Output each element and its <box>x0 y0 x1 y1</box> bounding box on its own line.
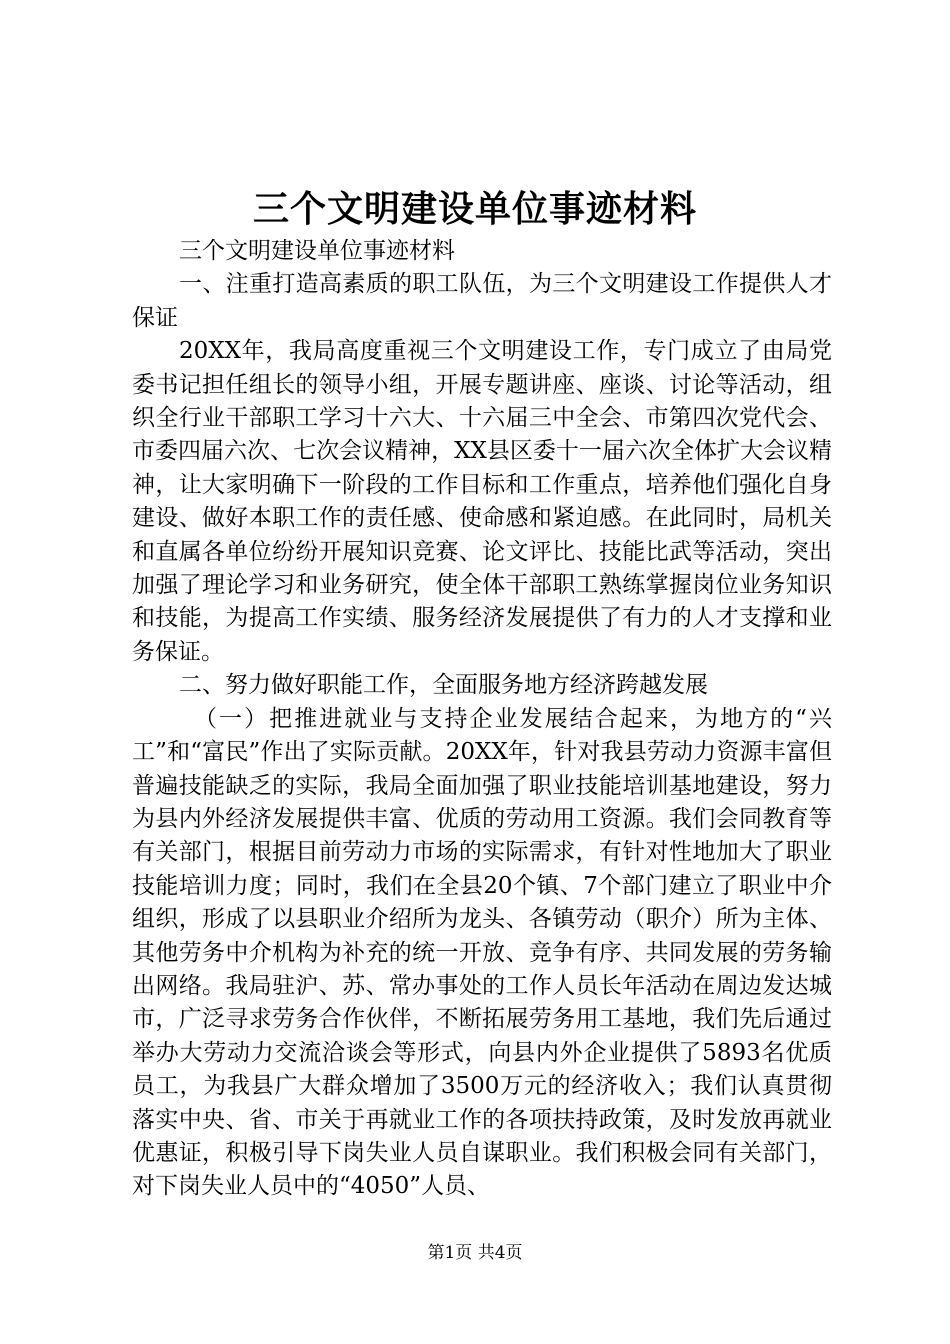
section-heading-1: 一、注重打造高素质的职工队伍，为三个文明建设工作提供人才保证 <box>132 271 832 331</box>
document-body <box>132 235 832 1204</box>
document-title: 三个文明建设单位事迹材料 <box>252 188 697 230</box>
section-heading-2: 二、努力做好职能工作，全面服务地方经济跨越发展 <box>179 672 708 699</box>
body-paragraph: （一）把推进就业与支持企业发展结合起来，为地方的“兴工”和“富民”作出了实际贡献。20XX年，针对我县劳动力资源丰富但普遍技能缺乏的实际，我局全面加强了职业技能培训基地建设，努力为县内外经济发展提供丰富、优质的劳动用工资源。我们会同教育等有关部门，根据目前劳动力市场的实际需求，有针对性地加大了职业技能培训力度；同时，我们在全县20个镇、7个部门建立了职业中介组织，形成了以县职业介绍所为龙头、各镇劳动（职介）所为主体、其他劳务中介机构为补充的统一开放、竞争有序、共同发展的劳务输出网络。我局驻沪、苏、常办事处的工作人员长年活动在周边发达城市，广泛寻求劳务合作伙伴，不断拓展劳务用工基地，我们先后通过举办大劳动力交流洽谈会等形式，向县内外企业提供了5893名优质员工，为我县广大群众增加了3500万元的经济收入；我们认真贯彻落实中央、省、市关于再就业工作的各项扶持政策，及时发放再就业优惠证，积极引导下岗失业人员自谋职业。我们积极会同有关部门，对下岗失业人员中的“4050”人员、 <box>132 705 832 1200</box>
body-paragraph: 20XX年，我局高度重视三个文明建设工作，专门成立了由局党委书记担任组长的领导小组，开展专题讲座、座谈、讨论等活动，组织全行业干部职工学习十六大、十六届三中全会、市第四次党代会、市委四届六次、七次会议精神，XX县区委十一届六次全体扩大会议精神，让大家明确下一阶段的工作目标和工作重点，培养他们强化自身建设、做好本职工作的责任感、使命感和紧迫感。在此同时，局机关和直属各单位纷纷开展知识竞赛、论文评比、技能比武等活动，突出加强了理论学习和业务研究，使全体干部职工熟练掌握岗位业务知识和技能，为提高工作实绩、服务经济发展提供了有力的人才支撑和业务保证。 <box>132 338 832 665</box>
intro-paragraph: 三个文明建设单位事迹材料 <box>179 238 455 264</box>
page-footer: 第1页 共4页 <box>427 1243 523 1263</box>
